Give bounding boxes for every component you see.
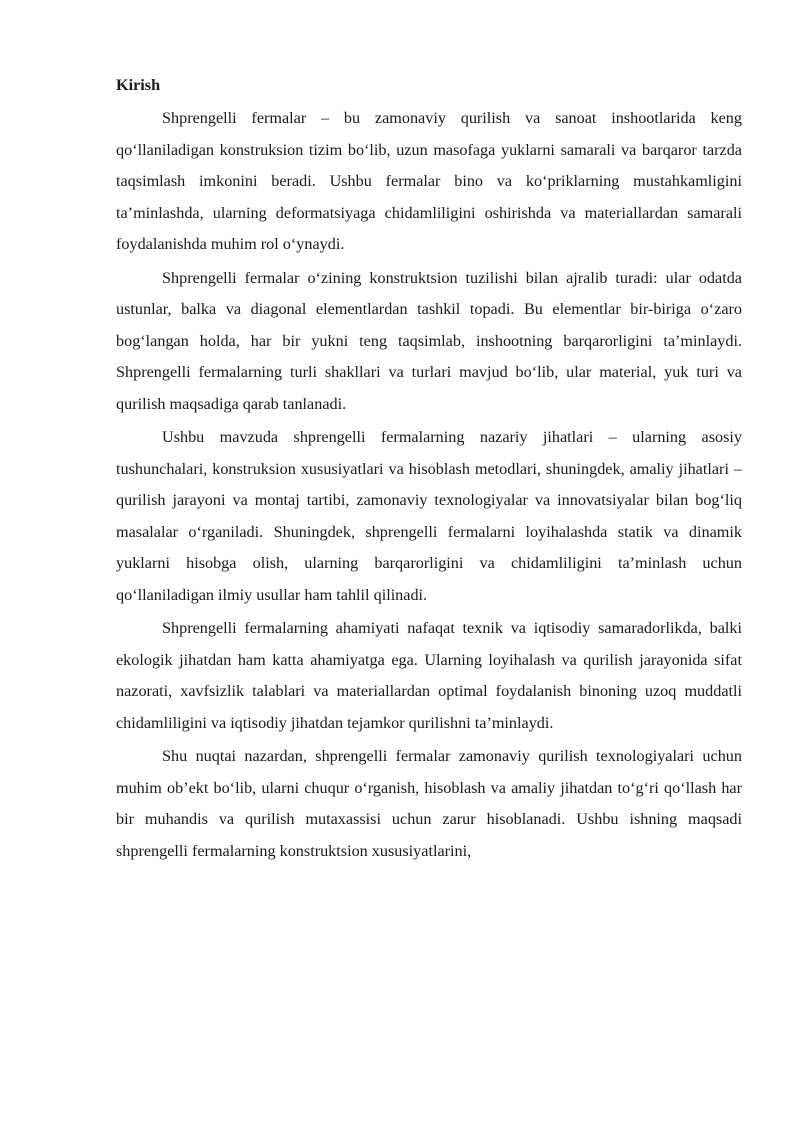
paragraph-5: Shu nuqtai nazardan, shprengelli fermalar zamonaviy qurilish texnologiyalari uchun muhim ob’ekt bo‘lib, ularni chuqur o‘rganish, hisoblash va amaliy jihatdan to‘g‘ri qo‘llash har bir muhandis va qurilish mutaxassisi uchun zarur hisoblanadi. Ushbu ishning maqsadi shprengelli fermalarning konstruktsion xususiyatlarini, xyxy=(116,747,742,860)
document-page xyxy=(116,70,742,867)
paragraph-4: Shprengelli fermalarning ahamiyati nafaqat texnik va iqtisodiy samaradorlikda, balki ekologik jihatdan ham katta ahamiyatga ega. Ularning loyihalash va qurilish jarayonida sifat nazorati, xavfsizlik talablari va materiallardan optimal foydalanish binoning uzoq muddatli chidamliligini va iqtisodiy jihatdan tejamkor qurilishni ta’minlaydi. xyxy=(116,619,742,732)
paragraph-2: Shprengelli fermalar o‘zining konstruktsion tuzilishi bilan ajralib turadi: ular odatda ustunlar, balka va diagonal elementlardan tashkil topadi. Bu elementlar bir-biriga o‘zaro bog‘langan holda, har bir yukni teng taqsimlab, inshootning barqarorligini ta’minlaydi. Shprengelli fermalarning turli shakllari va turlari mavjud bo‘lib, ular material, yuk turi va qurilish maqsadiga qarab tanlanadi. xyxy=(116,268,742,413)
paragraph-3: Ushbu mavzuda shprengelli fermalarning nazariy jihatlari – ularning asosiy tushunchalari, konstruksion xususiyatlari va hisoblash metodlari, shuningdek, amaliy jihatlari – qurilish jarayoni va montaj tartibi, zamonaviy texnologiyalar va innovatsiyalar bilan bog‘liq masalalar o‘rganiladi. Shuningdek, shprengelli fermalarni loyihalashda statik va dinamik yuklarni hisobga olish, ularning barqarorligini va chidamliligini ta’minlash uchun qo‘llaniladigan ilmiy usullar ham tahlil qilinadi. xyxy=(116,428,742,604)
paragraph-1: Shprengelli fermalar – bu zamonaviy qurilish va sanoat inshootlarida keng qo‘llaniladigan konstruksion tizim bo‘lib, uzun masofaga yuklarni samarali va barqaror tarzda taqsimlash imkonini beradi. Ushbu fermalar bino va ko‘priklarning mustahkamligini ta’minlashda, ularning deformatsiyaga chidamliligini oshirishda va materiallardan samarali foydalanishda muhim rol o‘ynaydi. xyxy=(116,109,742,253)
section-heading: Kirish xyxy=(116,76,161,94)
